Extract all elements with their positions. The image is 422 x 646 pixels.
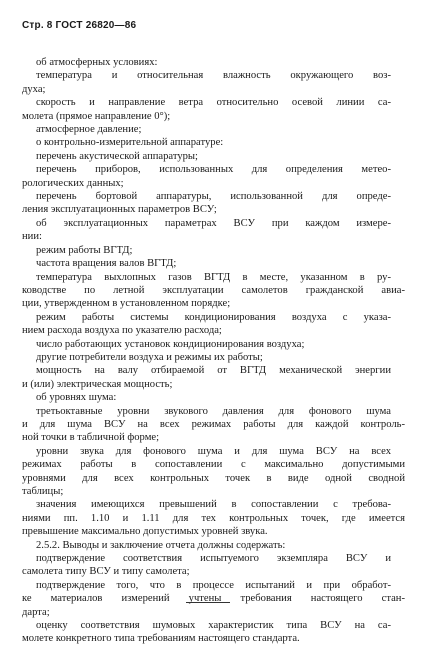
text-line: значения имеющихся превышений в сопоставлении с требова- [36, 499, 391, 511]
text-line: ления эксплуатационных параметров ВСУ; [22, 204, 217, 216]
text-line: ке материалов измерений учтены требования настоящего стан- [22, 593, 405, 605]
text-line: ной точки в табличной форме; [22, 432, 160, 444]
text-line: другие потребители воздуха и режимы их работы; [36, 351, 263, 363]
text-line: уровни звука для фонового шума и для шума ВСУ на всех [36, 445, 391, 457]
end-divider [186, 602, 230, 603]
text-line: режим работы ВГТД; [36, 244, 133, 256]
text-line: ководстве по летной эксплуатации самолетов гражданской авиа- [22, 284, 405, 296]
text-line: уровнями для всех контрольных точек в виде одной сводной [22, 472, 405, 484]
page-header: Стр. 8 ГОСТ 26820—86 [22, 20, 137, 31]
text-line: нии: [22, 231, 42, 243]
text-line: режим работы системы кондиционирования воздуха с указа- [36, 311, 391, 323]
text-line: перечень приборов, использованных для определения метео- [36, 164, 391, 176]
text-line: подтверждение того, что в процессе испытаний и при обработ- [36, 579, 391, 591]
text-line: и для шума ВСУ на всех режимах работы для каждой контроль- [22, 418, 405, 430]
text-line: об эксплуатационных параметрах ВСУ при каждом измере- [36, 217, 391, 229]
text-line: ниями пп. 1.10 и 1.11 для тех контрольных точек, где имеется [22, 512, 405, 524]
text-line: превышение максимально допустимых уровней звука. [22, 526, 268, 538]
text-line: 2.5.2. Выводы и заключение отчета должны содержать: [36, 539, 286, 551]
text-line: температура и относительная влажность окружающего воз- [36, 70, 391, 82]
text-line: и (или) электрическая мощность; [22, 378, 173, 390]
text-line: оценку соответствия шумовых характеристик типа ВСУ на са- [36, 620, 391, 632]
text-line: молете конкретного типа требованиям настоящего стандарта. [22, 633, 300, 645]
text-line: самолета типу ВСУ и типу самолета; [22, 566, 190, 578]
text-line: об уровнях шума: [36, 392, 117, 404]
text-line: перечень акустической аппаратуры; [36, 150, 198, 162]
text-line: подтверждение соответствия испытуемого экземпляра ВСУ и [36, 553, 391, 565]
text-line: число работающих установок кондиционирования воздуха; [36, 338, 305, 350]
text-line: третьоктавные уровни звукового давления для фонового шума [36, 405, 391, 417]
text-line: молета (прямое направление 0°); [22, 110, 171, 122]
body-text [22, 56, 405, 646]
text-line: ции, утвержденном в установленном порядке; [22, 298, 231, 310]
text-line: скорость и направление ветра относительно осевой линии са- [36, 97, 391, 109]
text-line: таблицы; [22, 486, 64, 497]
text-line: о контрольно-измерительной аппаратуре: [36, 137, 224, 149]
text-line: рологических данных; [22, 177, 124, 189]
text-line: мощность на валу отбираемой от ВГТД механической энергии [36, 365, 391, 377]
text-line: частота вращения валов ВГТД; [36, 258, 177, 270]
text-line: перечень бортовой аппаратуры, использованной для опреде- [36, 191, 391, 203]
text-line: дарта; [22, 606, 50, 618]
text-line: об атмосферных условиях: [36, 57, 158, 68]
text-line: атмосферное давление; [36, 124, 142, 136]
text-line: температура выхлопных газов ВГТД в месте, указанном в ру- [36, 271, 391, 283]
text-line: нием расхода воздуха по указателю расхода; [22, 325, 222, 337]
text-line: духа; [22, 83, 46, 95]
text-line: режимах работы в сопоставлении с максимально допустимыми [22, 459, 405, 471]
